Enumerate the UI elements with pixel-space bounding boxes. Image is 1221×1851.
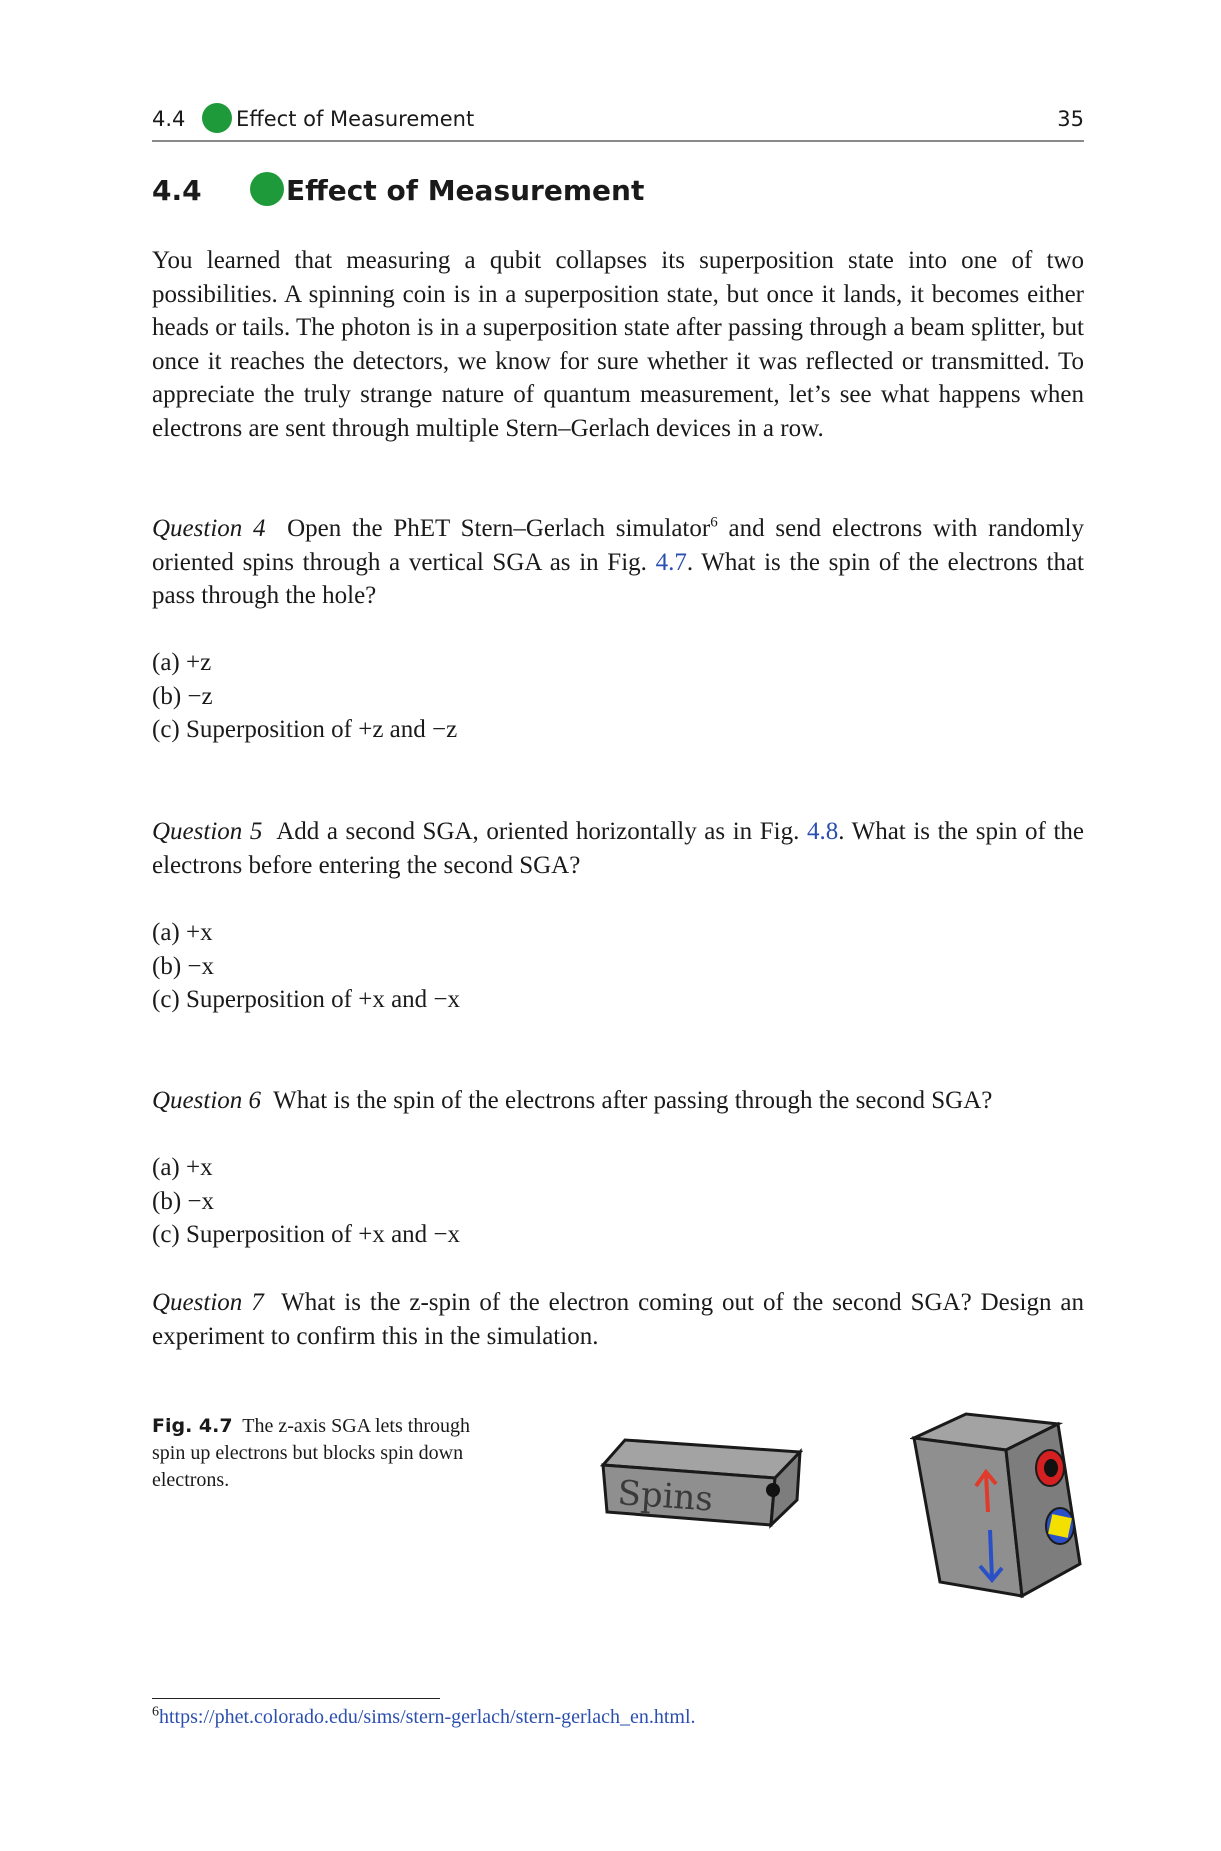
option-item: (b) −x <box>152 952 214 980</box>
green-circle-icon <box>250 172 284 206</box>
spins-source-box <box>595 1430 805 1530</box>
question-label: Question 5 <box>152 818 263 845</box>
option-item: (a) +x <box>152 1154 213 1181</box>
question-5 <box>152 815 1084 882</box>
option-item: (b) −x <box>152 1187 214 1215</box>
footnote-mark[interactable]: 6 <box>710 514 718 531</box>
section-title: Effect of Measurement <box>286 174 645 207</box>
header-section-title: Effect of Measurement <box>236 107 475 131</box>
question-text: . What is the spin of the electrons before entering the second SGA? <box>152 818 1084 879</box>
figure-caption <box>152 1413 474 1494</box>
footnote-link[interactable]: https://phet.colorado.edu/sims/stern-gerlach/stern-gerlach_en.html. <box>159 1706 696 1728</box>
exit-hole-icon <box>766 1483 780 1497</box>
option-item: (b) −z <box>152 682 213 710</box>
figure-link[interactable]: 4.8 <box>806 818 839 845</box>
question-label: Question 7 <box>152 1289 264 1316</box>
option-item: (c) Superposition of +x and −x <box>152 986 461 1014</box>
question-text: What is the spin of the electrons after passing through the second SGA? <box>273 1087 993 1114</box>
option-item: (a) +x <box>152 919 213 946</box>
header-section-number: 4.4 <box>152 107 186 131</box>
question-label: Question 4 <box>152 515 266 542</box>
footnote-mark: 6 <box>152 1704 159 1720</box>
question-text: What is the z-spin of the electron coming out of the second SGA? Design an experiment to confirm this in the simulation. <box>152 1289 1084 1350</box>
question-text: Open the PhET Stern–Gerlach simulator <box>287 515 711 542</box>
question-text: . What is the spin of the electrons that pass through the hole? <box>152 548 1084 610</box>
intro-paragraph: You learned that measuring a qubit collapses its superposition state into one of two possibilities. A spinning coin is in a superposition state, but once it lands, it becomes either heads or tails. The photon is in a superposition state after passing through a beam splitter, but once it reaches the detectors, we know for sure whether it was reflected or transmitted. To appreciate the truly strange nature of quantum measurement, let’s see what happens when electrons are sent through multiple Stern–Gerlach devices in a row. <box>152 247 1084 442</box>
box-label: Spins <box>616 1473 715 1520</box>
hole-center-icon <box>1044 1459 1058 1477</box>
section-number: 4.4 <box>152 174 202 207</box>
figure-caption-text: The z-axis SGA lets through spin up electrons but blocks spin down electrons. <box>152 1415 470 1491</box>
footnote <box>152 1706 696 1729</box>
question-5-options <box>152 916 1084 1017</box>
option-item: (c) Superposition of +x and −x <box>152 1221 461 1249</box>
blocker-icon <box>1048 1514 1072 1538</box>
green-circle-icon <box>202 103 232 133</box>
question-6 <box>152 1084 1084 1118</box>
section-heading <box>152 172 952 212</box>
question-4-options <box>152 646 1084 747</box>
figure-link[interactable]: 4.7 <box>655 548 687 576</box>
question-label: Question 6 <box>152 1087 262 1114</box>
sga-box <box>910 1410 1085 1600</box>
figure-label: Fig. 4.7 <box>152 1415 233 1437</box>
question-4 <box>152 512 1084 613</box>
footnote-rule <box>152 1698 440 1699</box>
running-header <box>152 100 1084 142</box>
question-text: Add a second SGA, oriented horizontally as in Fig. <box>276 818 807 845</box>
question-7 <box>152 1286 1084 1353</box>
page-number: 35 <box>1057 107 1084 131</box>
question-text: and send electrons with randomly oriented spins through a vertical SGA as in Fig. <box>152 515 1084 576</box>
option-item: (c) Superposition of +z and −z <box>152 716 458 744</box>
question-6-options <box>152 1151 1084 1252</box>
option-item: (a) +z <box>152 649 212 676</box>
